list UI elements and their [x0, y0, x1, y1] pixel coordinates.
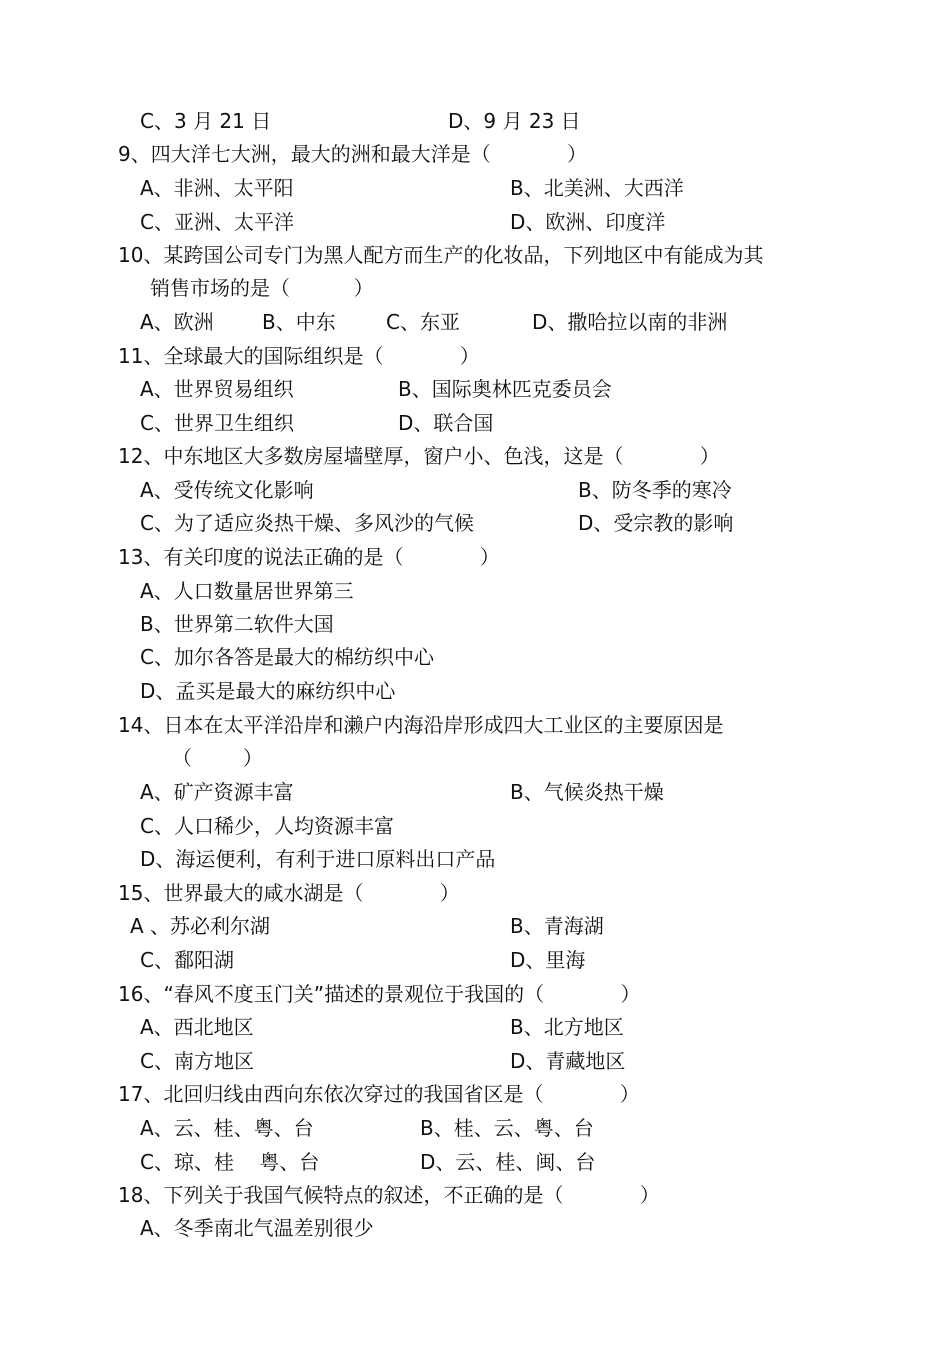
q16-option-b: B、北方地区 [510, 1015, 624, 1039]
q15-option-d: D、里海 [510, 948, 586, 972]
q9-option-a: A、非洲、太平阳 [140, 176, 294, 200]
q13-option-c: C、加尔各答是最大的棉纺织中心 [140, 645, 434, 669]
q13-option-a: A、人口数量居世界第三 [140, 579, 354, 603]
q17-option-d: D、云、桂、闽、台 [420, 1150, 596, 1174]
q15-option-b: B、青海湖 [510, 914, 604, 938]
q9-option-b: B、北美洲、大西洋 [510, 176, 684, 200]
q14-option-a: A、矿产资源丰富 [140, 780, 294, 804]
q13-option-b: B、世界第二软件大国 [140, 612, 334, 636]
q15-option-c: C、鄱阳湖 [140, 948, 234, 972]
q12-option-c: C、为了适应炎热干燥、多风沙的气候 [140, 511, 474, 535]
q8-option-c: C、3 月 21 日 [140, 109, 272, 133]
q14-option-b: B、气候炎热干燥 [510, 780, 664, 804]
q17-stem: 17、北回归线由西向东依次穿过的我国省区是（ ） [118, 1082, 640, 1106]
q9-stem: 9、四大洋七大洲，最大的洲和最大洋是（ ） [118, 142, 588, 166]
q13-stem: 13、有关印度的说法正确的是（ ） [118, 545, 500, 569]
q11-option-c: C、世界卫生组织 [140, 411, 294, 435]
q10-option-d: D、撒哈拉以南的非洲 [532, 310, 728, 334]
q10-stem-continued: 销售市场的是（ ） [150, 276, 374, 300]
q8-option-d: D、9 月 23 日 [448, 109, 581, 133]
q18-option-a: A、冬季南北气温差别很少 [140, 1216, 374, 1240]
q18-stem: 18、下列关于我国气候特点的叙述，不正确的是（ ） [118, 1183, 660, 1207]
q9-option-c: C、亚洲、太平洋 [140, 210, 294, 234]
q15-stem: 15、世界最大的咸水湖是（ ） [118, 881, 460, 905]
q17-option-c: C、琼、桂 粤、台 [140, 1150, 320, 1174]
q10-option-b: B、中东 [262, 310, 336, 334]
q11-option-a: A、世界贸易组织 [140, 377, 294, 401]
q11-option-d: D、联合国 [398, 411, 494, 435]
q11-option-b: B、国际奥林匹克委员会 [398, 377, 612, 401]
q14-option-c: C、人口稀少，人均资源丰富 [140, 814, 394, 838]
q17-option-b: B、桂、云、粤、台 [420, 1116, 594, 1140]
q16-option-c: C、南方地区 [140, 1049, 254, 1073]
q15-option-a: A 、苏必利尔湖 [130, 914, 271, 938]
q11-stem: 11、全球最大的国际组织是（ ） [118, 344, 480, 368]
q14-stem-continued: （ ） [172, 746, 263, 770]
q10-option-c: C、东亚 [386, 310, 460, 334]
q16-option-d: D、青藏地区 [510, 1049, 626, 1073]
q12-option-d: D、受宗教的影响 [578, 511, 734, 535]
q12-option-a: A、受传统文化影响 [140, 478, 314, 502]
q12-option-b: B、防冬季的寒冷 [578, 478, 732, 502]
q10-option-a: A、欧洲 [140, 310, 214, 334]
q10-stem: 10、某跨国公司专门为黑人配方而生产的化妆品，下列地区中有能成为其 [118, 243, 764, 267]
q17-option-a: A、云、桂、粤、台 [140, 1116, 314, 1140]
q16-stem: 16、“春风不度玉门关”描述的景观位于我国的（ ） [118, 982, 641, 1006]
q13-option-d: D、孟买是最大的麻纺织中心 [140, 679, 396, 703]
q9-option-d: D、欧洲、印度洋 [510, 210, 666, 234]
q16-option-a: A、西北地区 [140, 1015, 254, 1039]
q12-stem: 12、中东地区大多数房屋墙壁厚，窗户小、色浅，这是（ ） [118, 444, 720, 468]
q14-stem: 14、日本在太平洋沿岸和濑户内海沿岸形成四大工业区的主要原因是 [118, 713, 724, 737]
q14-option-d: D、海运便利，有利于进口原料出口产品 [140, 847, 496, 871]
